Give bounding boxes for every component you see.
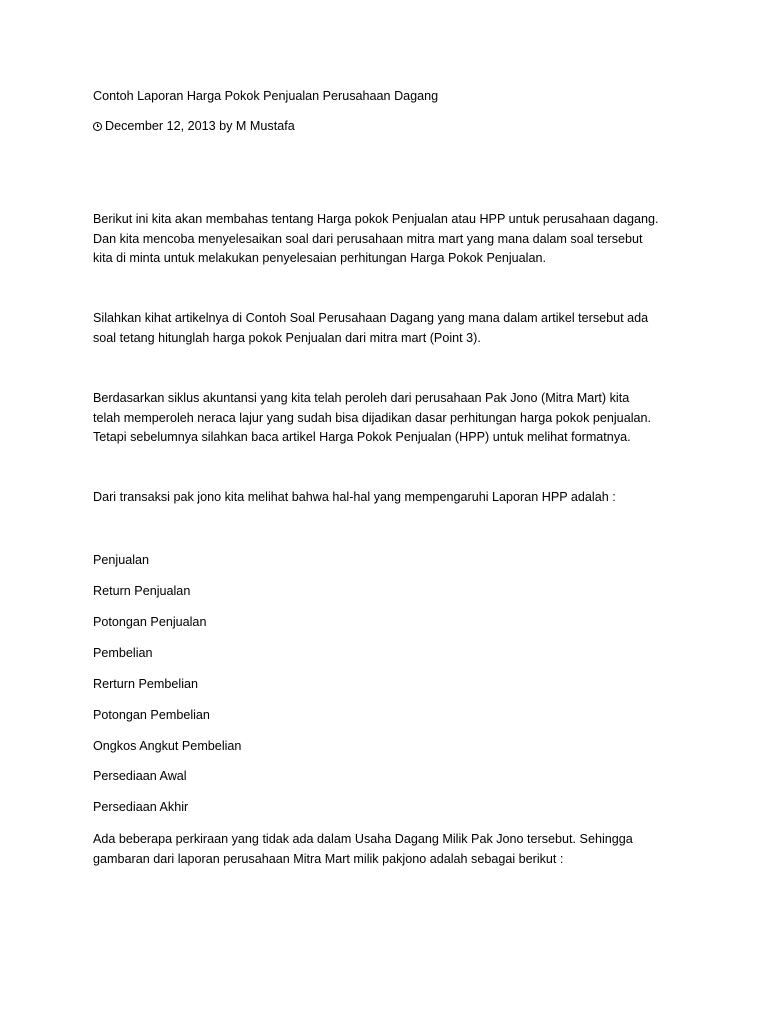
- paragraph-line: Berikut ini kita akan membahas tentang Harga pokok Penjualan atau HPP untuk perusahaan dagang.: [93, 212, 659, 226]
- list-item: Ongkos Angkut Pembelian: [93, 739, 242, 753]
- document-title: Contoh Laporan Harga Pokok Penjualan Perusahaan Dagang: [93, 89, 439, 103]
- paragraph-line: Silahkan kihat artikelnya di Contoh Soal Perusahaan Dagang yang mana dalam artikel tersebut ada: [93, 311, 649, 325]
- paragraph-line: Ada beberapa perkiraan yang tidak ada dalam Usaha Dagang Milik Pak Jono tersebut. Sehingga: [93, 832, 633, 846]
- paragraph-line: gambaran dari laporan perusahaan Mitra Mart milik pakjono adalah sebagai berikut :: [93, 851, 564, 866]
- list-item: Rerturn Pembelian: [93, 677, 198, 691]
- paragraph-line: Dari transaksi pak jono kita melihat bahwa hal-hal yang mempengaruhi Laporan HPP adalah :: [93, 490, 616, 504]
- list-item: Potongan Penjualan: [93, 615, 207, 629]
- list-item: Potongan Pembelian: [93, 708, 210, 722]
- list-item: Penjualan: [93, 553, 150, 567]
- paragraph-intro: [93, 210, 658, 269]
- post-date-author: December 12, 2013 by M Mustafa: [105, 119, 295, 133]
- clock-icon: [93, 122, 102, 131]
- paragraph-line: Berdasarkan siklus akuntansi yang kita telah peroleh dari perusahaan Pak Jono (Mitra Mart) kita: [93, 391, 630, 405]
- paragraph-accounting-cycle: [93, 389, 651, 448]
- list-item: Persediaan Awal: [93, 769, 187, 783]
- paragraph-line: Dan kita mencoba menyelesaikan soal dari perusahaan mitra mart yang mana dalam soal tersebut: [93, 231, 643, 246]
- paragraph-line: kita di minta untuk melakukan penyelesaian perhitungan Harga Pokok Penjualan.: [93, 251, 546, 265]
- paragraph-line: telah memperoleh neraca lajur yang sudah bisa dijadikan dasar perhitungan harga pokok penjualan.: [93, 410, 651, 425]
- paragraph-closing: [93, 830, 633, 869]
- paragraph-list-intro: [93, 488, 616, 508]
- list-item: Pembelian: [93, 646, 153, 660]
- list-item: Return Penjualan: [93, 584, 191, 598]
- paragraph-article-reference: [93, 309, 648, 348]
- paragraph-line: soal tetang hitunglah harga pokok Penjualan dari mitra mart (Point 3).: [93, 330, 481, 345]
- paragraph-line: Tetapi sebelumnya silahkan baca artikel Harga Pokok Penjualan (HPP) untuk melihat formatnya.: [93, 430, 631, 444]
- list-item: Persediaan Akhir: [93, 800, 189, 814]
- post-meta: [93, 117, 295, 137]
